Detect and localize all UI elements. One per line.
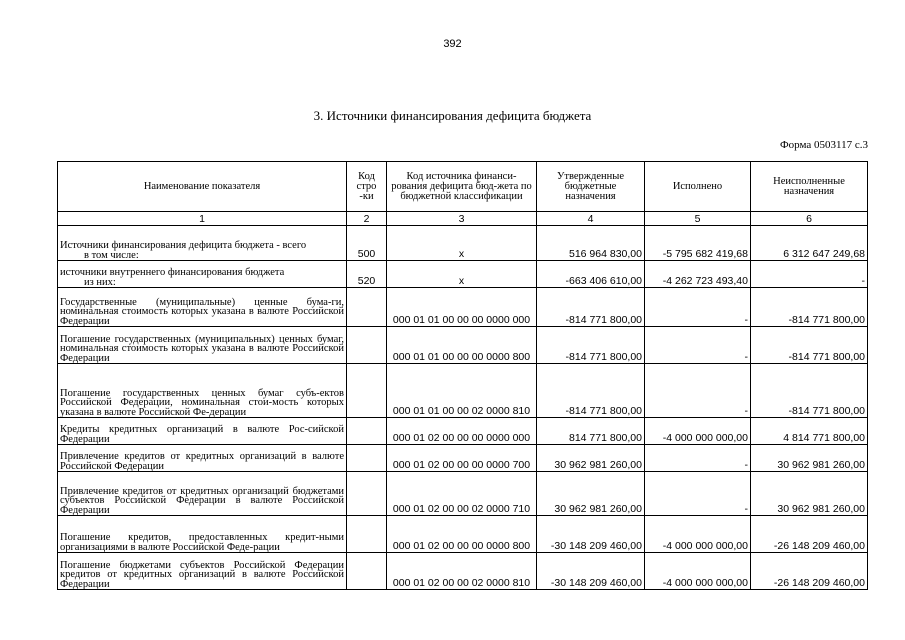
executed-amount-cell: -4 262 723 493,40	[645, 261, 751, 288]
source-code-cell: 000 01 01 00 00 00 0000 000	[387, 288, 537, 327]
line-code-cell	[347, 472, 387, 516]
executed-amount-cell: -4 000 000 000,00	[645, 553, 751, 590]
line-code-cell: 520	[347, 261, 387, 288]
source-code-cell: x	[387, 261, 537, 288]
indicator-subnote: в том числе:	[84, 249, 139, 261]
table-row	[58, 472, 868, 516]
column-number: 1	[58, 212, 347, 226]
line-code-cell	[347, 364, 387, 418]
unexecuted-amount-cell: 6 312 647 249,68	[751, 226, 868, 261]
indicator-name-cell	[58, 553, 347, 590]
indicator-name: источники внутреннего финансирования бюджета	[60, 267, 285, 278]
indicator-name: Погашение кредитов, предоставленных кредит-ными организациями в валюте Российской Феде-рации	[60, 532, 344, 553]
table-row	[58, 516, 868, 553]
indicator-name: Погашение государственных ценных бумаг субъ-ектов Российской Федерации, номинальная стои-мость которых указана в валюте Российской Фе-дерации	[60, 387, 344, 418]
approved-amount-cell: -663 406 610,00	[537, 261, 645, 288]
table-header-row	[58, 162, 868, 212]
unexecuted-amount-cell: 30 962 981 260,00	[751, 472, 868, 516]
column-number-row	[58, 212, 868, 226]
source-code-cell: 000 01 02 00 00 00 0000 000	[387, 418, 537, 445]
table-row	[58, 327, 868, 364]
indicator-subnote: из них:	[84, 276, 116, 288]
indicator-name: Погашение государственных (муниципальных) ценных бумаг, номинальная стоимость которых указана в валюте Российской Федерации	[60, 333, 344, 364]
indicator-name-cell	[58, 472, 347, 516]
executed-amount-cell: -	[645, 364, 751, 418]
column-number: 3	[387, 212, 537, 226]
indicator-name-cell	[58, 288, 347, 327]
table-row	[58, 261, 868, 288]
header-approved: Утвержденные бюджетные назначения	[537, 162, 645, 212]
column-number: 2	[347, 212, 387, 226]
form-label: Форма 0503117 с.3	[779, 139, 868, 151]
source-code-cell: 000 01 02 00 00 00 0000 700	[387, 445, 537, 472]
indicator-name: Источники финансирования дефицита бюджета - всего	[60, 240, 307, 251]
header-name: Наименование показателя	[58, 162, 347, 212]
indicator-name-cell	[58, 226, 347, 261]
header-code: Код стро -ки	[347, 162, 387, 212]
approved-amount-cell: -30 148 209 460,00	[537, 553, 645, 590]
line-code-cell: 500	[347, 226, 387, 261]
approved-amount-cell: -30 148 209 460,00	[537, 516, 645, 553]
executed-amount-cell: -5 795 682 419,68	[645, 226, 751, 261]
source-code-cell: 000 01 01 00 00 02 0000 810	[387, 364, 537, 418]
source-code-cell: 000 01 02 00 00 00 0000 800	[387, 516, 537, 553]
unexecuted-amount-cell: -26 148 209 460,00	[751, 553, 868, 590]
unexecuted-amount-cell: 30 962 981 260,00	[751, 445, 868, 472]
source-code-cell: 000 01 02 00 00 02 0000 710	[387, 472, 537, 516]
indicator-name: Государственные (муниципальные) ценные бума-ги, номинальная стоимость которых указана в валюте Российской Федерации	[60, 296, 344, 327]
indicator-name: Привлечение кредитов от кредитных организаций бюджетами субъектов Российской Федерации в валюте Российской Федерации	[60, 485, 344, 516]
indicator-name: Привлечение кредитов от кредитных организаций в валюте Российской Федерации	[60, 451, 344, 472]
executed-amount-cell: -	[645, 445, 751, 472]
table-row	[58, 553, 868, 590]
approved-amount-cell: 516 964 830,00	[537, 226, 645, 261]
unexecuted-amount-cell: 4 814 771 800,00	[751, 418, 868, 445]
approved-amount-cell: 814 771 800,00	[537, 418, 645, 445]
page-number: 392	[443, 38, 462, 50]
indicator-name-cell	[58, 445, 347, 472]
indicator-name-cell	[58, 418, 347, 445]
source-code-cell: x	[387, 226, 537, 261]
unexecuted-amount-cell: -814 771 800,00	[751, 288, 868, 327]
executed-amount-cell: -4 000 000 000,00	[645, 516, 751, 553]
executed-amount-cell: -	[645, 327, 751, 364]
indicator-name-cell	[58, 261, 347, 288]
approved-amount-cell: -814 771 800,00	[537, 288, 645, 327]
executed-amount-cell: -	[645, 472, 751, 516]
header-unexecuted: Неисполненные назначения	[751, 162, 868, 212]
header-source-code: Код источника финанси-рования дефицита бюд-жета по бюджетной классификации	[387, 162, 537, 212]
table-row	[58, 288, 868, 327]
line-code-cell	[347, 445, 387, 472]
approved-amount-cell: 30 962 981 260,00	[537, 445, 645, 472]
column-number: 5	[645, 212, 751, 226]
executed-amount-cell: -	[645, 288, 751, 327]
line-code-cell	[347, 288, 387, 327]
column-number: 4	[537, 212, 645, 226]
approved-amount-cell: -814 771 800,00	[537, 364, 645, 418]
financing-sources-table	[57, 161, 868, 590]
section-title: 3. Источники финансирования дефицита бюджета	[313, 108, 592, 123]
indicator-name-cell	[58, 364, 347, 418]
header-executed: Исполнено	[645, 162, 751, 212]
executed-amount-cell: -4 000 000 000,00	[645, 418, 751, 445]
indicator-name: Кредиты кредитных организаций в валюте Рос-сийской Федерации	[60, 424, 344, 445]
unexecuted-amount-cell: -814 771 800,00	[751, 327, 868, 364]
indicator-name: Погашение бюджетами субъектов Российской Федерации кредитов от кредитных организаций в валюте Российской Федерации	[60, 559, 344, 590]
unexecuted-amount-cell: -814 771 800,00	[751, 364, 868, 418]
unexecuted-amount-cell: -	[751, 261, 868, 288]
column-number: 6	[751, 212, 868, 226]
line-code-cell	[347, 553, 387, 590]
table-row	[58, 364, 868, 418]
unexecuted-amount-cell: -26 148 209 460,00	[751, 516, 868, 553]
approved-amount-cell: -814 771 800,00	[537, 327, 645, 364]
table-body	[58, 226, 868, 590]
indicator-name-cell	[58, 516, 347, 553]
approved-amount-cell: 30 962 981 260,00	[537, 472, 645, 516]
indicator-name-cell	[58, 327, 347, 364]
table-row	[58, 445, 868, 472]
line-code-cell	[347, 327, 387, 364]
source-code-cell: 000 01 01 00 00 00 0000 800	[387, 327, 537, 364]
source-code-cell: 000 01 02 00 00 02 0000 810	[387, 553, 537, 590]
table-row	[58, 226, 868, 261]
table-row	[58, 418, 868, 445]
line-code-cell	[347, 418, 387, 445]
line-code-cell	[347, 516, 387, 553]
